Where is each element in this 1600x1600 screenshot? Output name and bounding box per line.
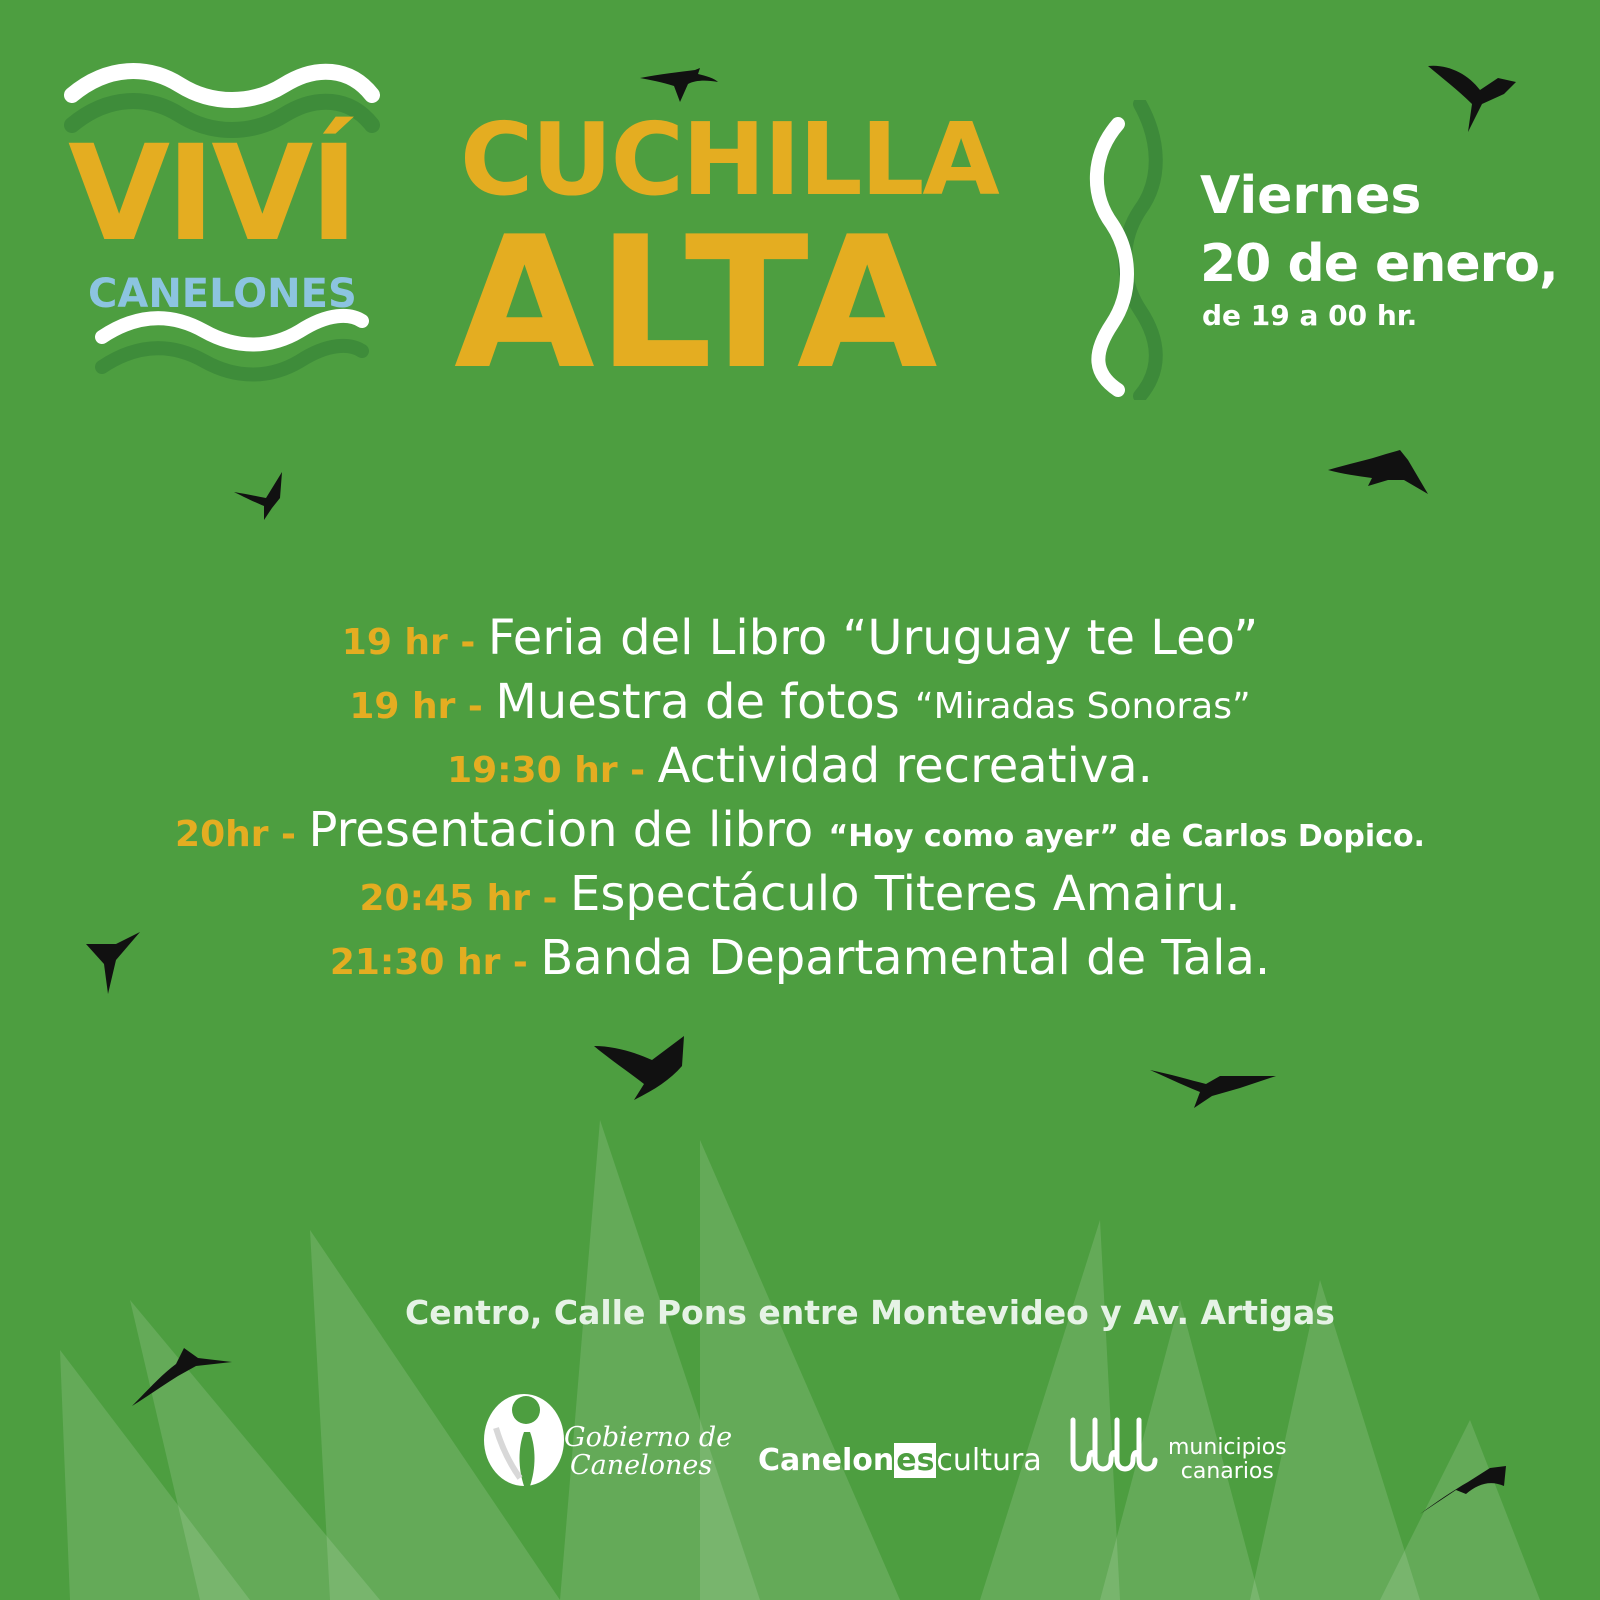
schedule-row: [0, 738, 1600, 802]
event-day: Viernes: [1200, 166, 1422, 226]
event-date: 20 de enero,: [1200, 234, 1558, 294]
municipios-line2: canarios: [1180, 1459, 1274, 1485]
schedule-time: 19:30 hr -: [447, 750, 658, 791]
municipios-line1: municipios: [1168, 1435, 1287, 1460]
schedule-activity: Feria del Libro “Uruguay te Leo”: [487, 610, 1259, 666]
schedule-row: [0, 610, 1600, 674]
schedule-time: 19 hr -: [349, 686, 496, 727]
municipios-canarios-logo-icon: [1065, 1410, 1165, 1480]
bird-icon: [234, 472, 294, 522]
schedule-time: 20:45 hr -: [359, 878, 570, 919]
schedule-list: [0, 610, 1600, 994]
event-address: Centro, Calle Pons entre Montevideo y Av. Artigas: [405, 1293, 1335, 1332]
gobierno-canelones-logo-icon: [478, 1388, 574, 1488]
schedule-activity: Presentacion de libro: [308, 802, 829, 858]
cc-part2: es: [896, 1443, 935, 1478]
schedule-activity: Banda Departamental de Tala.: [540, 930, 1271, 986]
gobierno-line1: Gobierno de: [564, 1422, 733, 1453]
event-hours: de 19 a 00 hr.: [1202, 299, 1418, 332]
event-title-line2: ALTA: [454, 197, 940, 409]
schedule-activity-detail: “Hoy como ayer” de Carlos Dopico.: [828, 819, 1425, 854]
schedule-time: 20hr -: [175, 814, 309, 855]
canelones-es-cultura-logo: [758, 1443, 1042, 1478]
schedule-time: 21:30 hr -: [329, 942, 541, 983]
bird-icon: [132, 1342, 232, 1406]
schedule-row: [0, 802, 1600, 866]
schedule-activity: Muestra de fotos: [495, 674, 915, 730]
bird-icon: [1428, 60, 1518, 134]
schedule-row: [0, 866, 1600, 930]
schedule-row: [0, 674, 1600, 738]
bird-icon: [1150, 1064, 1276, 1112]
schedule-row: [0, 930, 1600, 994]
schedule-activity: Espectáculo Titeres Amairu.: [570, 866, 1241, 922]
wavy-divider: [1080, 100, 1170, 400]
schedule-activity: Actividad recreativa.: [657, 738, 1153, 794]
gobierno-canelones-logo-text: [564, 1424, 732, 1481]
bird-icon: [1328, 450, 1428, 500]
bird-icon: [1420, 1464, 1508, 1514]
event-title-line1: CUCHILLA: [460, 101, 998, 218]
cc-part1: Canelon: [758, 1443, 895, 1478]
municipios-canarios-logo-text: [1168, 1436, 1287, 1484]
cc-part3: cultura: [936, 1443, 1042, 1478]
schedule-activity-detail: “Miradas Sonoras”: [914, 686, 1251, 727]
gobierno-line2: Canelones: [570, 1450, 713, 1482]
schedule-time: 19 hr -: [341, 622, 488, 663]
vivi-logo-text: VIVÍ: [68, 117, 355, 271]
canelones-logo-text: CANELONES: [88, 271, 357, 317]
bird-icon: [594, 1036, 694, 1100]
